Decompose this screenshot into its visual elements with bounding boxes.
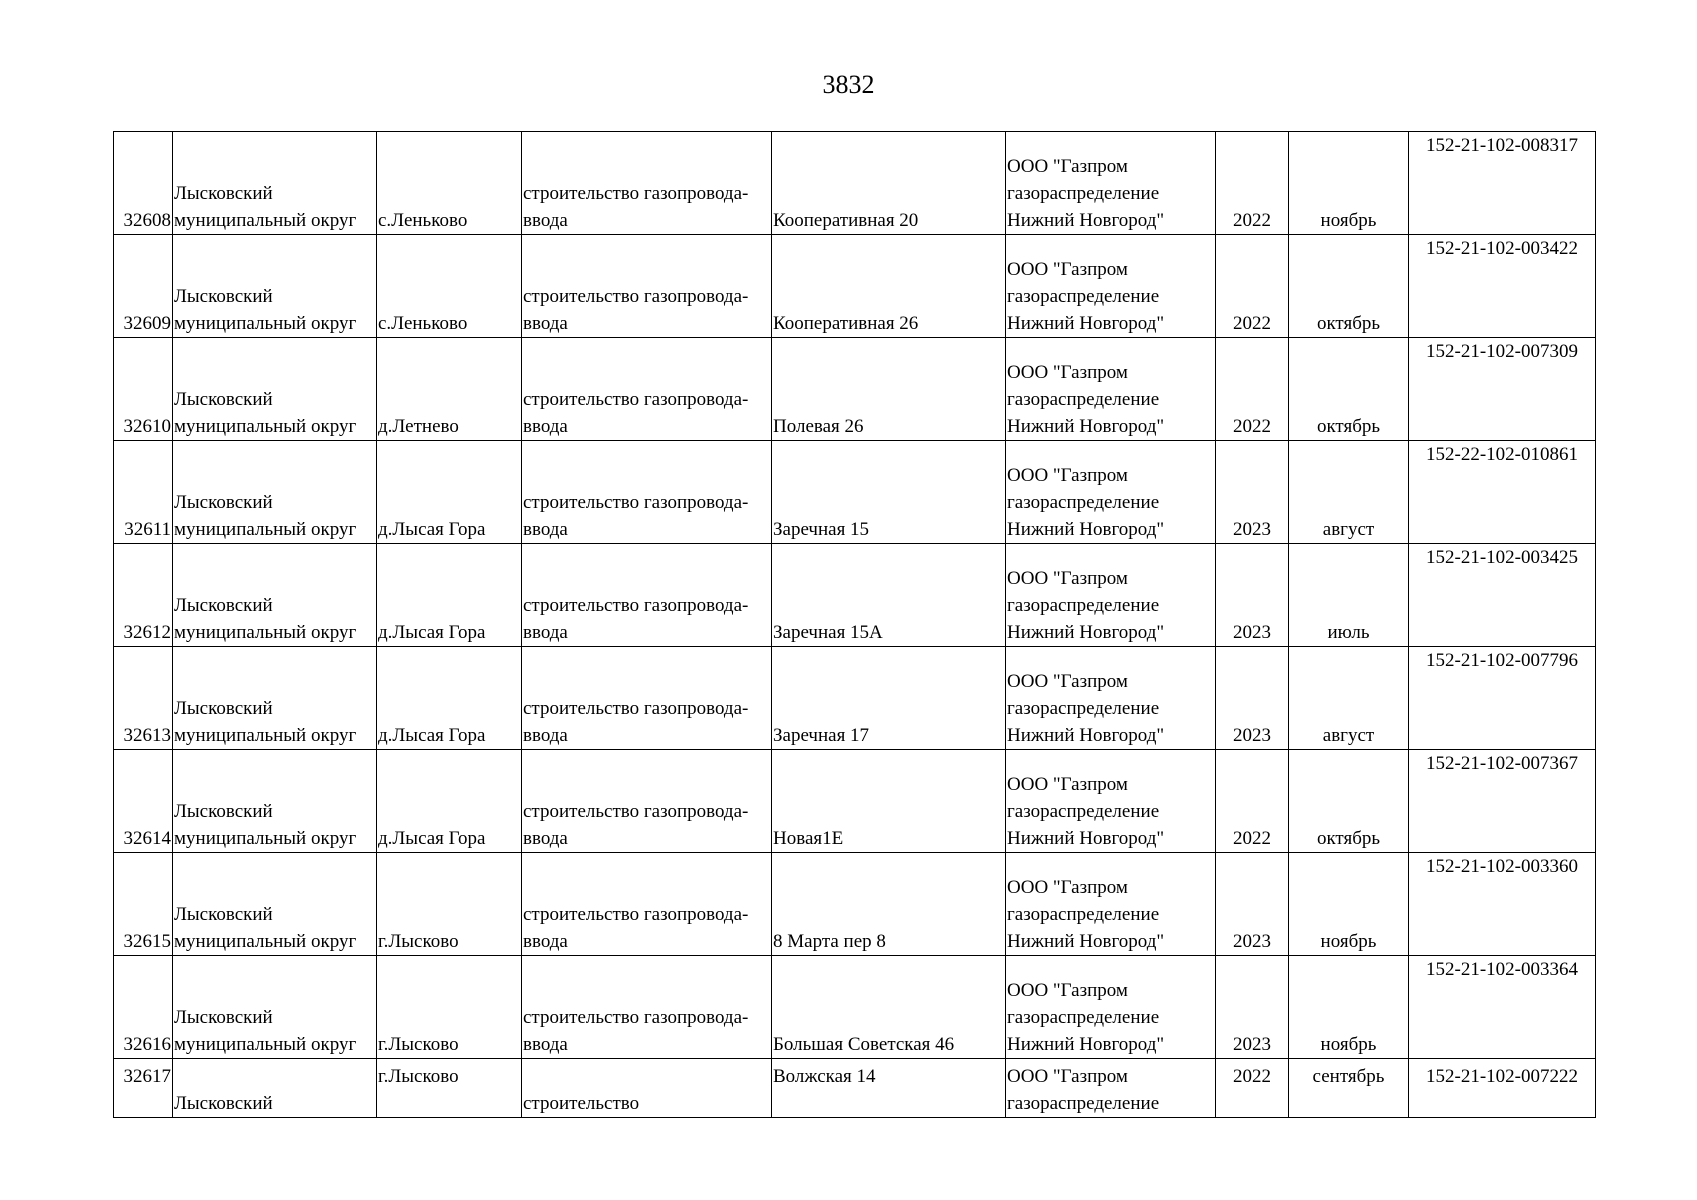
district-cell-line: Лысковский [174,904,273,925]
organization-cell [1006,338,1216,441]
row-number-cell: 32617 [114,1059,173,1118]
work-type-cell-line: ввода [523,725,568,746]
code-cell: 152-21-102-007309 [1409,338,1596,441]
district-cell-line: муниципальный округ [174,725,357,746]
organization-cell-line: газораспределение [1007,1007,1160,1028]
organization-cell [1006,235,1216,338]
organization-cell [1006,1059,1216,1118]
work-type-cell-line: строительство газопровода- [523,492,749,513]
organization-cell-line: ООО "Газпром [1007,568,1128,589]
year-cell: 2023 [1216,441,1289,544]
work-type-cell-line: ввода [523,828,568,849]
work-type-cell [522,441,772,544]
organization-cell-line: Нижний Новгород" [1007,519,1165,540]
table-row [114,956,1596,1059]
work-type-cell-line: ввода [523,416,568,437]
month-cell: октябрь [1289,750,1409,853]
district-cell-line: Лысковский [174,801,273,822]
table-row [114,647,1596,750]
registry-table [113,131,1596,1118]
work-type-cell [522,544,772,647]
month-cell: ноябрь [1289,956,1409,1059]
district-cell [173,441,377,544]
work-type-cell-line: строительство [523,1093,640,1114]
month-cell: октябрь [1289,235,1409,338]
work-type-cell [522,853,772,956]
work-type-cell-line: строительство газопровода- [523,183,749,204]
organization-cell-line: Нижний Новгород" [1007,828,1165,849]
work-type-cell-line: строительство газопровода- [523,904,749,925]
page-number: 3832 [822,70,875,99]
organization-cell-line: газораспределение [1007,183,1160,204]
district-cell [173,544,377,647]
organization-cell-line: ООО "Газпром [1007,774,1128,795]
work-type-cell-line: строительство газопровода- [523,286,749,307]
work-type-cell [522,338,772,441]
year-cell: 2023 [1216,956,1289,1059]
organization-cell-line: газораспределение [1007,801,1160,822]
organization-cell [1006,956,1216,1059]
organization-cell-line: газораспределение [1007,389,1160,410]
code-cell: 152-21-102-003360 [1409,853,1596,956]
work-type-cell-line: строительство газопровода- [523,389,749,410]
district-cell-line: муниципальный округ [174,931,357,952]
code-cell: 152-21-102-007367 [1409,750,1596,853]
organization-cell [1006,544,1216,647]
work-type-cell-line: ввода [523,210,568,231]
district-cell-line: Лысковский [174,1007,273,1028]
organization-cell-line: ООО "Газпром [1007,465,1128,486]
table-row [114,750,1596,853]
code-cell: 152-21-102-003425 [1409,544,1596,647]
row-number-cell: 32612 [114,544,173,647]
address-cell: Заречная 15А [772,544,1006,647]
district-cell-line: муниципальный округ [174,519,357,540]
work-type-cell-line: ввода [523,1034,568,1055]
year-cell: 2022 [1216,1059,1289,1118]
district-cell-line: муниципальный округ [174,210,357,231]
organization-cell-line: Нижний Новгород" [1007,622,1165,643]
work-type-cell [522,647,772,750]
district-cell-line: Лысковский [174,1093,273,1114]
month-cell: сентябрь [1289,1059,1409,1118]
work-type-cell-line: ввода [523,313,568,334]
organization-cell [1006,853,1216,956]
settlement-cell: д.Лысая Гора [377,750,522,853]
organization-cell [1006,750,1216,853]
code-cell: 152-21-102-008317 [1409,132,1596,235]
district-cell-line: Лысковский [174,492,273,513]
work-type-cell [522,132,772,235]
work-type-cell-line: строительство газопровода- [523,698,749,719]
month-cell: ноябрь [1289,853,1409,956]
code-cell: 152-21-102-007222 [1409,1059,1596,1118]
organization-cell-line: газораспределение [1007,595,1160,616]
address-cell: Волжская 14 [772,1059,1006,1118]
address-cell: Полевая 26 [772,338,1006,441]
year-cell: 2023 [1216,544,1289,647]
row-number-cell: 32608 [114,132,173,235]
settlement-cell: д.Лысая Гора [377,544,522,647]
table-row [114,853,1596,956]
row-number-cell: 32615 [114,853,173,956]
row-number-cell: 32609 [114,235,173,338]
organization-cell-line: газораспределение [1007,904,1160,925]
district-cell-line: Лысковский [174,286,273,307]
month-cell: октябрь [1289,338,1409,441]
organization-cell [1006,441,1216,544]
organization-cell-line: ООО "Газпром [1007,1066,1128,1087]
organization-cell-line: ООО "Газпром [1007,980,1128,1001]
settlement-cell: с.Леньково [377,132,522,235]
settlement-cell: с.Леньково [377,235,522,338]
work-type-cell-line: строительство газопровода- [523,801,749,822]
work-type-cell-line: строительство газопровода- [523,1007,749,1028]
work-type-cell [522,750,772,853]
settlement-cell: г.Лысково [377,853,522,956]
district-cell-line: муниципальный округ [174,828,357,849]
district-cell-line: муниципальный округ [174,622,357,643]
district-cell [173,1059,377,1118]
organization-cell-line: Нижний Новгород" [1007,210,1165,231]
table-row [114,1059,1596,1118]
address-cell: 8 Марта пер 8 [772,853,1006,956]
work-type-cell-line: ввода [523,622,568,643]
organization-cell-line: газораспределение [1007,286,1160,307]
row-number-cell: 32616 [114,956,173,1059]
table-row [114,441,1596,544]
code-cell: 152-22-102-010861 [1409,441,1596,544]
address-cell: Новая1Е [772,750,1006,853]
district-cell [173,647,377,750]
work-type-cell [522,235,772,338]
organization-cell-line: Нижний Новгород" [1007,1034,1165,1055]
year-cell: 2023 [1216,853,1289,956]
district-cell-line: Лысковский [174,595,273,616]
district-cell-line: Лысковский [174,698,273,719]
year-cell: 2022 [1216,750,1289,853]
organization-cell-line: Нижний Новгород" [1007,931,1165,952]
organization-cell-line: Нижний Новгород" [1007,313,1165,334]
organization-cell-line: газораспределение [1007,1093,1160,1114]
table-row [114,544,1596,647]
row-number-cell: 32610 [114,338,173,441]
address-cell: Большая Советская 46 [772,956,1006,1059]
district-cell [173,750,377,853]
address-cell: Заречная 15 [772,441,1006,544]
month-cell: август [1289,441,1409,544]
code-cell: 152-21-102-007796 [1409,647,1596,750]
district-cell-line: Лысковский [174,389,273,410]
organization-cell-line: газораспределение [1007,492,1160,513]
table-row [114,132,1596,235]
work-type-cell-line: ввода [523,519,568,540]
month-cell: ноябрь [1289,132,1409,235]
settlement-cell: д.Лысая Гора [377,647,522,750]
address-cell: Кооперативная 26 [772,235,1006,338]
address-cell: Заречная 17 [772,647,1006,750]
table-row [114,338,1596,441]
settlement-cell: г.Лысково [377,956,522,1059]
year-cell: 2022 [1216,338,1289,441]
code-cell: 152-21-102-003422 [1409,235,1596,338]
district-cell [173,853,377,956]
organization-cell-line: газораспределение [1007,698,1160,719]
row-number-cell: 32614 [114,750,173,853]
organization-cell-line: Нижний Новгород" [1007,416,1165,437]
code-cell: 152-21-102-003364 [1409,956,1596,1059]
district-cell-line: муниципальный округ [174,1034,357,1055]
district-cell [173,956,377,1059]
organization-cell-line: ООО "Газпром [1007,877,1128,898]
settlement-cell: г.Лысково [377,1059,522,1118]
organization-cell [1006,647,1216,750]
organization-cell-line: ООО "Газпром [1007,671,1128,692]
table-row [114,235,1596,338]
district-cell-line: муниципальный округ [174,416,357,437]
organization-cell-line: ООО "Газпром [1007,156,1128,177]
row-number-cell: 32613 [114,647,173,750]
month-cell: август [1289,647,1409,750]
district-cell [173,132,377,235]
work-type-cell-line: ввода [523,931,568,952]
district-cell-line: муниципальный округ [174,313,357,334]
organization-cell [1006,132,1216,235]
year-cell: 2022 [1216,132,1289,235]
year-cell: 2023 [1216,647,1289,750]
work-type-cell [522,1059,772,1118]
settlement-cell: д.Летнево [377,338,522,441]
work-type-cell [522,956,772,1059]
row-number-cell: 32611 [114,441,173,544]
district-cell-line: Лысковский [174,183,273,204]
district-cell [173,235,377,338]
organization-cell-line: Нижний Новгород" [1007,725,1165,746]
address-cell: Кооперативная 20 [772,132,1006,235]
settlement-cell: д.Лысая Гора [377,441,522,544]
table-body [114,132,1596,1118]
work-type-cell-line: строительство газопровода- [523,595,749,616]
organization-cell-line: ООО "Газпром [1007,362,1128,383]
organization-cell-line: ООО "Газпром [1007,259,1128,280]
month-cell: июль [1289,544,1409,647]
year-cell: 2022 [1216,235,1289,338]
district-cell [173,338,377,441]
